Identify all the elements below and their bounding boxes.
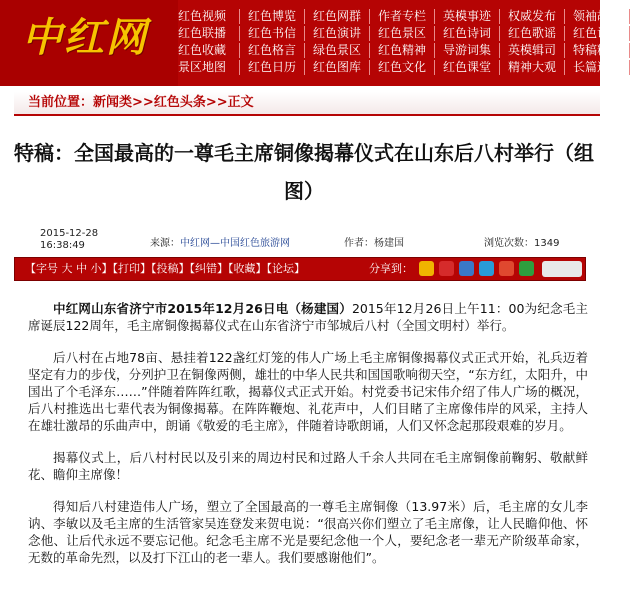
breadcrumb-separator: >>	[132, 95, 154, 110]
nav-link[interactable]: 红色格言	[240, 43, 305, 58]
nav-link[interactable]: 领袖故事	[565, 9, 630, 24]
nav-row	[178, 26, 621, 43]
article-lead: 中红网山东省济宁市2015年12月26日电（杨建国）	[53, 301, 352, 316]
publish-datetime	[40, 228, 98, 252]
weibo-share-icon[interactable]	[439, 261, 454, 276]
nav-link[interactable]: 红色课堂	[435, 60, 500, 75]
nav-link[interactable]: 红色日历	[240, 60, 305, 75]
collect-button[interactable]: 【收藏】	[228, 262, 267, 275]
breadcrumb-separator: >>	[205, 95, 228, 110]
article-paragraph: 后八村在占地78亩、悬挂着122盏红灯笼的伟人广场上毛主席铜像揭幕仪式正式开始，礼兵迈着坚定有力的步伐，分列护卫在铜像两侧，雄壮的中华人民共和国国歌响彻天空，“东方红，太阳升，中国出了个毛泽东……”伴随着阵阵红歌，揭幕仪式正式开始。村党委书记宋伟介绍了伟人广场的概况，后八村推选出七辈代表为铜像揭幕。在阵阵鞭炮、礼花声中，人们目睹了主席像伟岸的风采，主持人在雄壮激昂的乐曲声中，朗诵《敬爱的毛主席》，伴随着诗歌朗诵，人们又怀念起那段艰难的岁月。	[28, 350, 588, 433]
correct-button[interactable]: 【纠错】	[189, 262, 228, 275]
site-logo[interactable]	[0, 0, 178, 86]
toolbar-tools	[25, 258, 305, 280]
nav-link[interactable]: 景区地图	[178, 60, 240, 75]
forum-button[interactable]: 【论坛】	[266, 262, 305, 275]
font-size-control[interactable]: 【字号 大 中 小】	[25, 262, 113, 275]
article-author	[344, 234, 404, 249]
nav-link[interactable]: 绿色景区	[305, 43, 370, 58]
article-meta	[14, 226, 594, 256]
nav-link[interactable]: 红色精神	[370, 43, 435, 58]
author-label: 作者：	[344, 238, 374, 249]
submit-button[interactable]: 【投稿】	[151, 262, 190, 275]
breadcrumb	[14, 92, 600, 116]
more-share-icon[interactable]	[519, 261, 534, 276]
nav-link[interactable]: 红色视频	[178, 9, 240, 24]
nav-row	[178, 60, 621, 77]
nav-link[interactable]: 英模事迹	[435, 9, 500, 24]
nav-row	[178, 43, 621, 60]
nav-link[interactable]: 红色文化	[370, 60, 435, 75]
nav-link[interactable]: 红色图库	[305, 60, 370, 75]
article-title: 特稿：全国最高的一尊毛主席铜像揭幕仪式在山东后八村举行（组图）	[14, 141, 594, 203]
article-paragraph: 得知后八村建造伟人广场，塑立了全国最高的一尊毛主席铜像（13.97米）后，毛主席的女儿李讷、李敏以及毛主席的生活管家吴连登发来贺电说：“很高兴你们塑立了毛主席像，让人民瞻仰他、怀念他、让后代永远不要忘记他。纪念毛主席不光是要纪念他一个人，要纪念老一辈无产阶级革命家，无数的革命先烈，以及打下江山的老一辈人。我们要感谢他们”。	[28, 499, 588, 565]
nav-row	[178, 9, 621, 26]
breadcrumb-prefix: 当前位置：	[28, 95, 94, 110]
nav-link[interactable]: 红色歌谣	[500, 26, 565, 41]
nav-link[interactable]: 特稿精选	[565, 43, 630, 58]
views-value: 1349	[534, 238, 560, 249]
share-icons	[419, 261, 539, 277]
nav-link[interactable]: 红色博览	[240, 9, 305, 24]
share-icon[interactable]	[499, 261, 514, 276]
article-paragraph-text: 2015年12月26日上午11：00为纪念毛主席诞辰122周年，毛主席铜像揭幕仪式在山东省济宁市邹城后八村（全国文明村）举行。	[28, 301, 589, 333]
logo-text: 中红网	[22, 14, 148, 61]
main-nav	[178, 9, 621, 77]
renren-share-icon[interactable]	[459, 261, 474, 276]
nav-link[interactable]: 英模辑司	[500, 43, 565, 58]
source-link[interactable]: 中红网—中国红色旅游网	[180, 238, 290, 249]
source-label: 来源：	[150, 238, 180, 249]
article-paragraph: 揭幕仪式上，后八村村民以及引来的周边村民和过路人千余人共同在毛主席铜像前鞠躬、敬献鲜花、瞻仰主席像！	[28, 450, 588, 482]
article-paragraph	[28, 300, 588, 334]
tencent-weibo-share-icon[interactable]	[479, 261, 494, 276]
nav-link[interactable]: 长篇连载	[565, 60, 630, 75]
article-toolbar	[14, 257, 586, 281]
breadcrumb-current: 正文	[227, 95, 254, 110]
nav-link[interactable]: 红色记忆	[565, 26, 630, 41]
publish-time: 16:38:49	[40, 240, 85, 251]
article-source	[150, 234, 290, 249]
nav-link[interactable]: 导游词集	[435, 43, 500, 58]
breadcrumb-link-news[interactable]: 新闻类	[93, 95, 133, 110]
site-header	[0, 0, 621, 86]
qzone-share-icon[interactable]	[419, 261, 434, 276]
nav-link[interactable]: 精神大观	[500, 60, 565, 75]
nav-link[interactable]: 权威发布	[500, 9, 565, 24]
nav-link[interactable]: 红色诗词	[435, 26, 500, 41]
nav-link[interactable]: 红色书信	[240, 26, 305, 41]
view-count	[484, 234, 559, 249]
print-button[interactable]: 【打印】	[112, 262, 151, 275]
nav-link[interactable]: 红色网群	[305, 9, 370, 24]
author-name: 杨建国	[374, 238, 404, 249]
nav-link[interactable]: 红色演讲	[305, 26, 370, 41]
publish-date: 2015-12-28	[40, 228, 99, 239]
nav-link[interactable]: 红色收藏	[178, 43, 240, 58]
share-label: 分享到：	[369, 262, 413, 275]
nav-link[interactable]: 红色景区	[370, 26, 435, 41]
nav-link[interactable]: 作者专栏	[370, 9, 435, 24]
article-body	[28, 300, 588, 581]
share-count-button[interactable]	[542, 261, 582, 277]
breadcrumb-link-headline[interactable]: 红色头条	[153, 95, 206, 110]
nav-link[interactable]: 红色联播	[178, 26, 240, 41]
views-label: 浏览次数：	[484, 238, 534, 249]
